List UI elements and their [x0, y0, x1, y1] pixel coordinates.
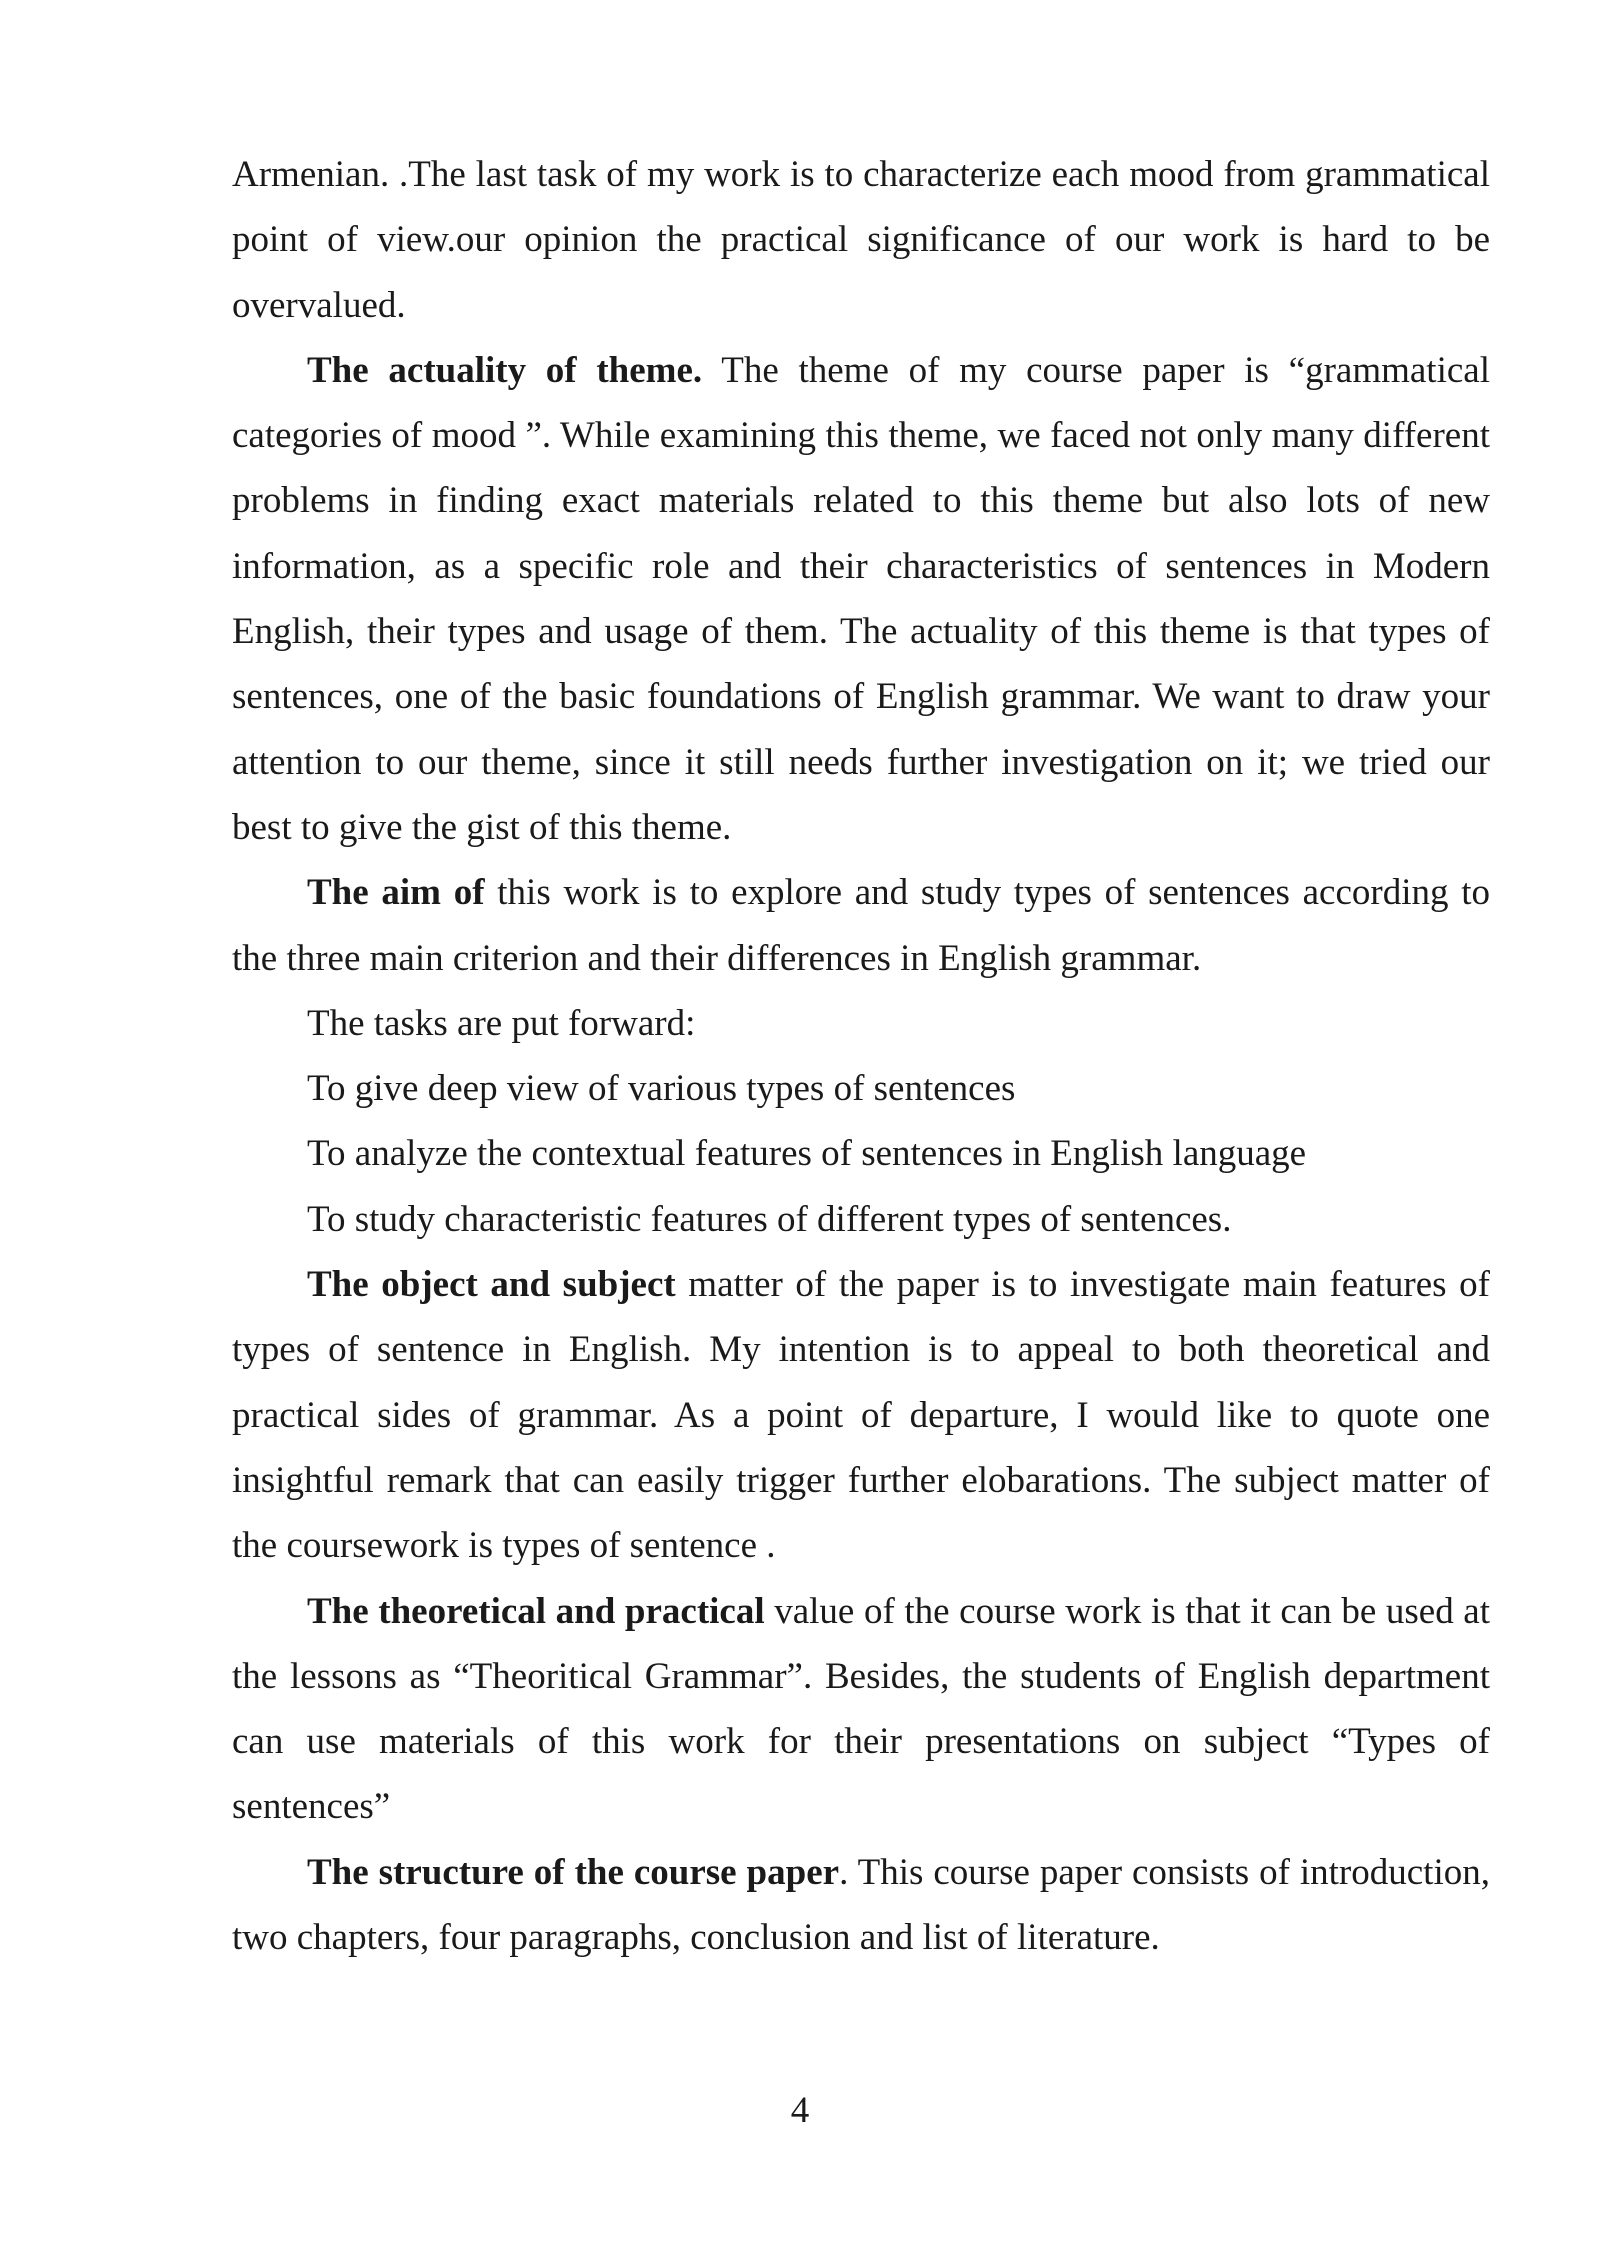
- paragraph-text: The theme of my course paper is “grammatical categories of mood ”. While examining this theme, we faced not only many different problems in finding exact materials related to this theme but also lots of new information, as a specific role and their characteristics of sentences in Modern English, their types and usage of them. The actuality of this theme is that types of sentences, one of the basic foundations of English grammar. We want to draw your attention to our theme, since it still needs further investigation on it; we tried our best to give the gist of this theme.: [232, 349, 1490, 848]
- paragraph-object-subject: [232, 1252, 1490, 1578]
- tasks-intro: The tasks are put forward:: [307, 1002, 696, 1044]
- paragraph-heading: The aim of: [307, 872, 485, 914]
- paragraph-value: [232, 1579, 1490, 1840]
- paragraph-intro-continuation: [232, 142, 1490, 338]
- paragraph-heading: The object and subject: [307, 1264, 676, 1306]
- page-number: 4: [790, 2090, 810, 2131]
- paragraph-heading: The actuality of theme.: [307, 349, 703, 391]
- paragraph-text: value of the course work is that it can be used at the lessons as “Theoritical Grammar”. Besides, the students of English department can use materials of this work for their presentations on subject “Types of sentences”: [232, 1590, 1490, 1828]
- paragraph-structure: [232, 1840, 1490, 1971]
- paragraph-text: this work is to explore and study types of sentences according to the three main criterion and their differences in English grammar.: [232, 872, 1491, 979]
- task-item: To give deep view of various types of sentences: [307, 1068, 1016, 1110]
- task-item: To study characteristic features of different types of sentences.: [307, 1198, 1232, 1240]
- paragraph-text: matter of the paper is to investigate main features of types of sentence in English. My intention is to appeal to both theoretical and practical sides of grammar. As a point of departure, I would like to quote one insightful remark that can easily trigger further elobarations. The subject matter of the coursework is types of sentence .: [232, 1264, 1490, 1567]
- task-item: To analyze the contextual features of sentences in English language: [307, 1133, 1307, 1175]
- paragraph-actuality: [232, 338, 1490, 860]
- paragraph-heading: The theoretical and practical: [307, 1590, 765, 1632]
- paragraph-text: . This course paper consists of introduction, two chapters, four paragraphs, conclusion and list of literature.: [232, 1851, 1490, 1959]
- document-body: [232, 142, 1490, 1970]
- paragraph-text: Armenian. .The last task of my work is to characterize each mood from grammatical point of view.our opinion the practical significance of our work is hard to be overvalued.: [232, 154, 1490, 326]
- paragraph-aim: [232, 860, 1490, 991]
- paragraph-heading: The structure of the course paper: [307, 1851, 840, 1893]
